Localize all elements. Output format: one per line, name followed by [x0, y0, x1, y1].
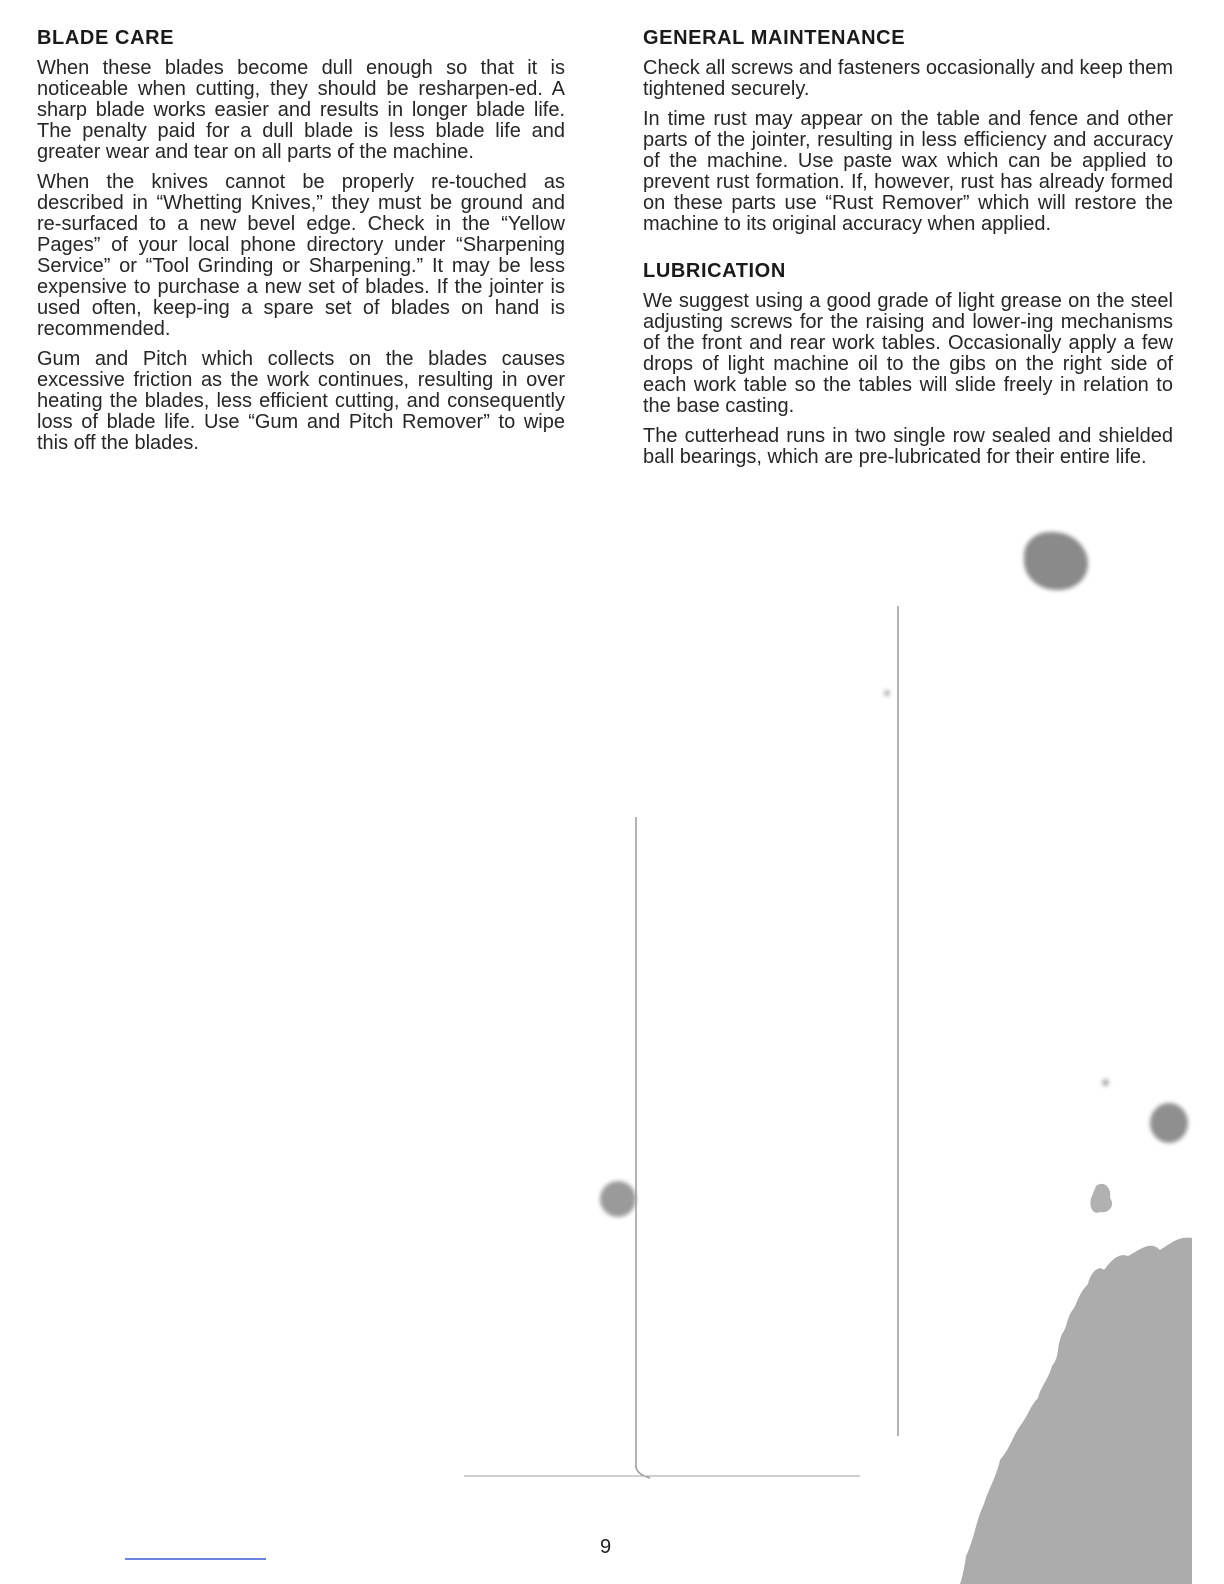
general-maintenance-heading: GENERAL MAINTENANCE [643, 27, 906, 49]
lubrication-paragraph-2: The cutterhead runs in two single row sealed and shielded ball bearings, which are pre-lubricated for their entire life. [643, 425, 1173, 468]
blade-care-heading: BLADE CARE [37, 27, 175, 49]
stain-large-bottom-right [960, 1238, 1192, 1584]
lubrication-paragraph-1: We suggest using a good grade of light grease on the steel adjusting screws for the raising and lower-ing mechanisms of the front and rear work tables. Occasionally apply a few drops of light machine oil to the gibs on the right side of each work table so the tables will slide freely in relation to the base casting. [643, 290, 1173, 417]
stain-blob-edge [1090, 1184, 1112, 1213]
general-maintenance-paragraph-2: In time rust may appear on the table and fence and other parts of the jointer, resulting in less efficiency and accuracy of the machine. Use paste wax which can be applied to prevent rust formation. If, however, rust has already formed on these parts use “Rust Remover” which will restore the machine to its original accuracy when applied. [643, 108, 1173, 235]
blade-care-paragraph-1: When these blades become dull enough so that it is noticeable when cutting, they should be resharpen-ed. A sharp blade works easier and results in longer blade life. The penalty paid for a dull blade is less blade life and greater wear and tear on all parts of the machine. [37, 57, 565, 163]
general-maintenance-paragraph-1: Check all screws and fasteners occasionally and keep them tightened securely. [643, 57, 1173, 100]
lubrication-heading: LUBRICATION [643, 260, 786, 282]
blade-care-paragraph-2: When the knives cannot be properly re-touched as described in “Whetting Knives,” they must be ground and re-surfaced to a new bevel edge. Check in the “Yellow Pages” of your local phone directory under “Sharpening Service” or “Tool Grinding or Sharpening.” It may be less expensive to purchase a new set of blades. If the jointer is used often, keep-ing a spare set of blades on hand is recommended. [37, 171, 565, 340]
page-number: 9 [600, 1536, 612, 1558]
blade-care-paragraph-3: Gum and Pitch which collects on the blades causes excessive friction as the work continues, resulting in over heating the blades, less efficient cutting, and consequently loss of blade life. Use “Gum and Pitch Remover” to wipe this off the blades. [37, 348, 565, 454]
